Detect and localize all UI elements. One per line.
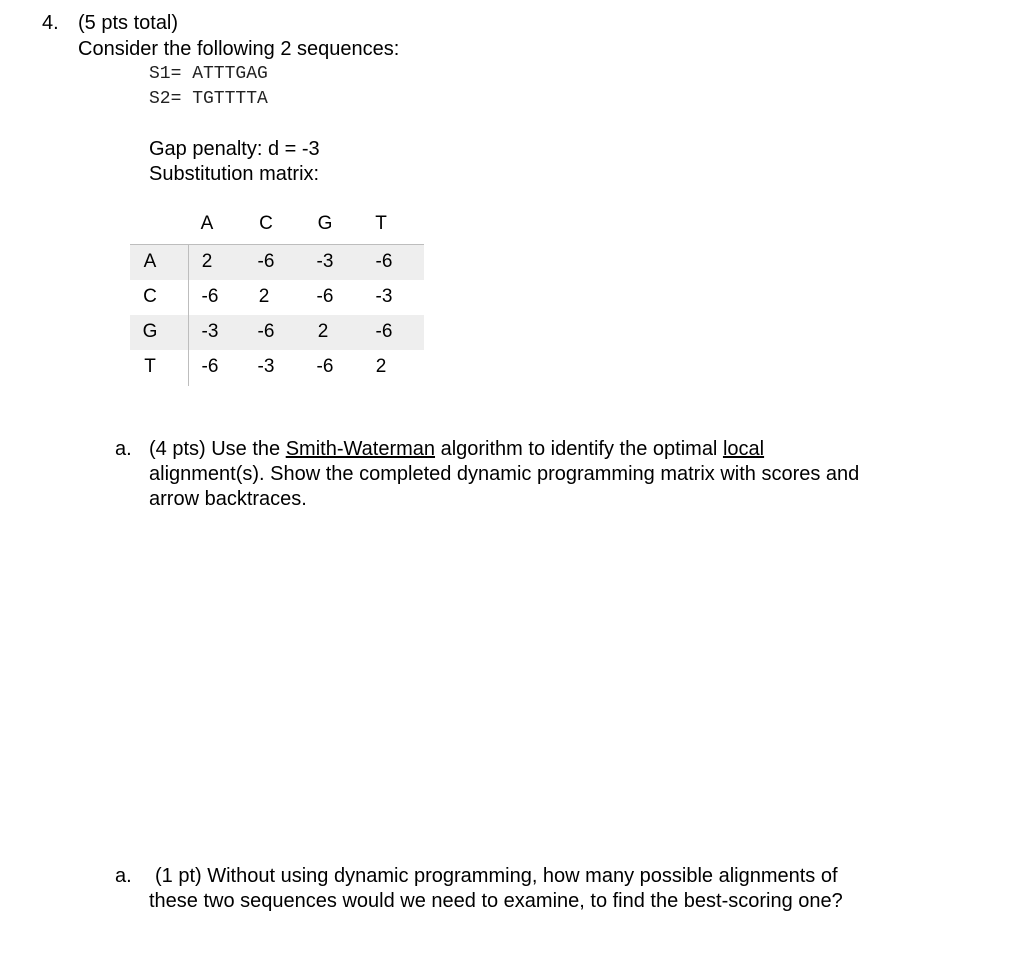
part-a-line1-mid: algorithm to identify the optimal <box>435 438 723 460</box>
matrix-row-header: T <box>144 356 156 377</box>
part-b-letter: a. <box>115 865 132 887</box>
matrix-cell: -3 <box>201 321 219 342</box>
part-a-line1 <box>149 437 764 461</box>
sequence-s2: S2= TGTTTTA <box>149 89 268 109</box>
matrix-cell: 2 <box>258 286 270 307</box>
sequence-s1: S1= ATTTGAG <box>149 64 268 84</box>
matrix-col-header: G <box>317 213 333 234</box>
matrix-cell: -6 <box>375 251 393 272</box>
matrix-cell: 2 <box>317 321 329 342</box>
matrix-cell: -3 <box>257 356 275 377</box>
question-points: (5 pts total) <box>78 12 179 34</box>
matrix-row-header: A <box>143 251 157 272</box>
matrix-cell: -3 <box>316 251 334 272</box>
matrix-cell: 2 <box>375 356 387 377</box>
question-intro: Consider the following 2 sequences: <box>78 38 400 60</box>
matrix-cell: -6 <box>257 321 275 342</box>
part-a-line2: alignment(s). Show the completed dynamic programming matrix with scores and <box>149 463 860 485</box>
matrix-col-header: C <box>259 213 273 234</box>
matrix-cell: -6 <box>201 356 219 377</box>
question-number: 4. <box>42 12 59 34</box>
matrix-cell: -6 <box>257 251 275 272</box>
matrix-cell: -3 <box>375 286 393 307</box>
part-b-line2: these two sequences would we need to examine, to find the best-scoring one? <box>149 890 843 912</box>
matrix-cell: -6 <box>201 286 219 307</box>
matrix-col-header: T <box>375 213 387 234</box>
matrix-cell: -6 <box>316 286 334 307</box>
gap-penalty: Gap penalty: d = -3 <box>149 138 320 160</box>
matrix-row-header: C <box>143 286 157 307</box>
matrix-row-header: G <box>142 321 158 342</box>
part-a-line1-pre: (4 pts) Use the <box>149 438 286 460</box>
part-a-letter: a. <box>115 438 132 460</box>
part-a-line3: arrow backtraces. <box>149 488 307 510</box>
local-link: local <box>722 438 765 460</box>
part-b-line1: (1 pt) Without using dynamic programming, how many possible alignments of <box>155 865 838 887</box>
matrix-cell: -6 <box>375 321 393 342</box>
matrix-label: Substitution matrix: <box>149 163 320 185</box>
matrix-col-header: A <box>200 213 214 234</box>
smith-waterman-link: Smith-Waterman <box>285 438 436 460</box>
matrix-cell: 2 <box>201 251 213 272</box>
substitution-matrix <box>130 206 424 386</box>
matrix-cell: -6 <box>316 356 334 377</box>
